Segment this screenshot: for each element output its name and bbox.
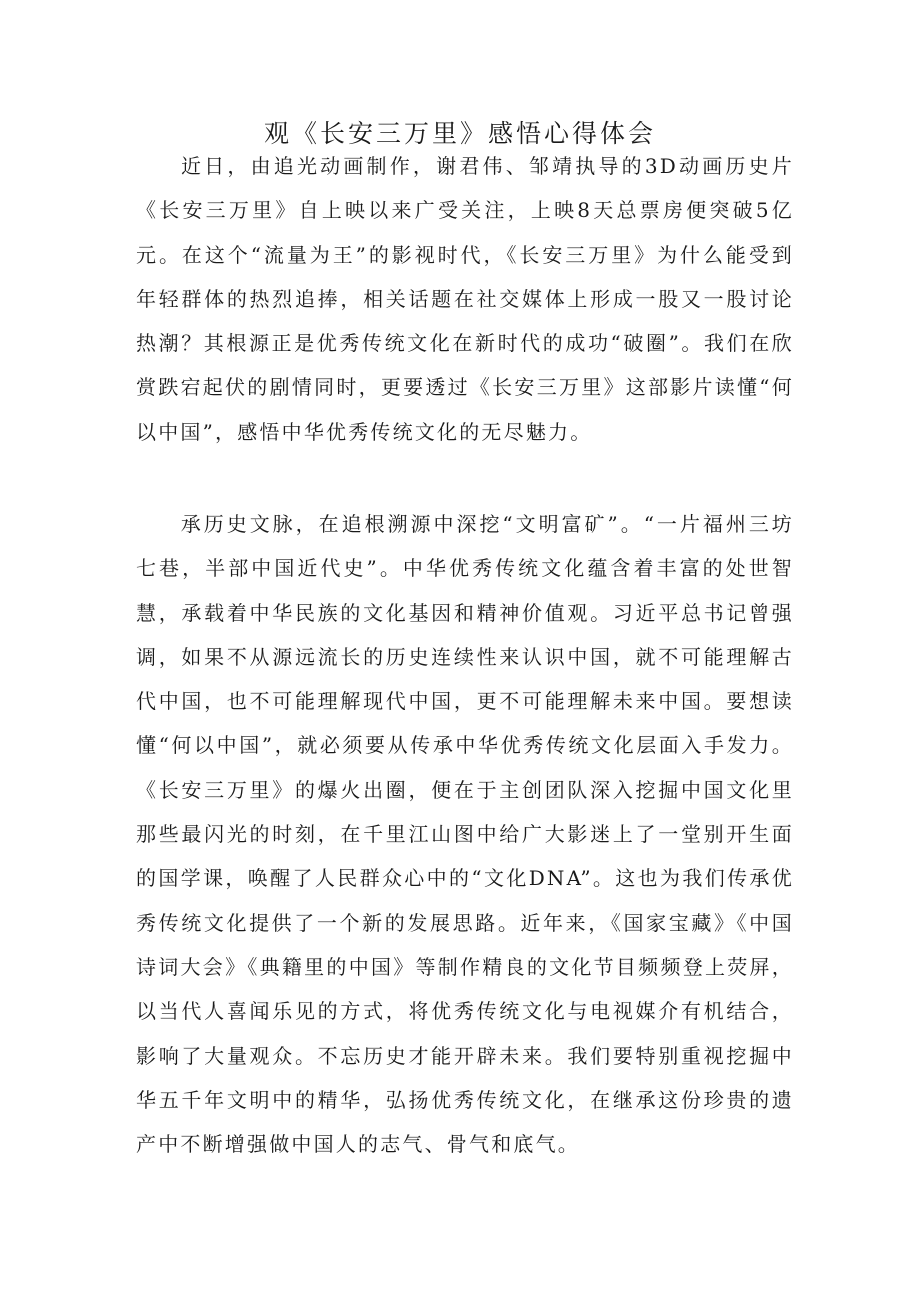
paragraph-2 [136,502,794,1166]
paragraph-1 [136,144,794,454]
paragraph-1-text: 近日，由追光动画制作，谢君伟、邹靖执导的3D动画历史片《长安三万里》自上映以来广受关注，上映8天总票房便突破5亿元。在这个“流量为王”的影视时代，《长安三万里》为什么能受到年轻群体的热烈追捧，相关话题在社交媒体上形成一股又一股讨论热潮？其根源正是优秀传统文化在新时代的成功“破圈”。我们在欣赏跌宕起伏的剧情同时，更要透过《长安三万里》这部影片读懂“何以中国”，感悟中华优秀传统文化的无尽魅力。 [136,154,794,444]
paragraph-2-text: 承历史文脉，在追根溯源中深挖“文明富矿”。“一片福州三坊七巷，半部中国近代史”。中华优秀传统文化蕴含着丰富的处世智慧，承载着中华民族的文化基因和精神价值观。习近平总书记曾强调，如果不从源远流长的历史连续性来认识中国，就不可能理解古代中国，也不可能理解现代中国，更不可能理解未来中国。要想读懂“何以中国”，就必须要从传承中华优秀传统文化层面入手发力。《长安三万里》的爆火出圈，便在于主创团队深入挖掘中国文化里那些最闪光的时刻，在千里江山图中给广大影迷上了一堂别开生面的国学课，唤醒了人民群众心中的“文化DNA”。这也为我们传承优秀传统文化提供了一个新的发展思路。近年来，《国家宝藏》《中国诗词大会》《典籍里的中国》等制作精良的文化节目频频登上荧屏，以当代人喜闻乐见的方式，将优秀传统文化与电视媒介有机结合，影响了大量观众。不忘历史才能开辟未来。我们要特别重视挖掘中华五千年文明中的精华，弘扬优秀传统文化，在继承这份珍贵的遗产中不断增强做中国人的志气、骨气和底气。 [136,512,794,1157]
document-title: 观《长安三万里》感悟心得体会 [263,119,656,148]
